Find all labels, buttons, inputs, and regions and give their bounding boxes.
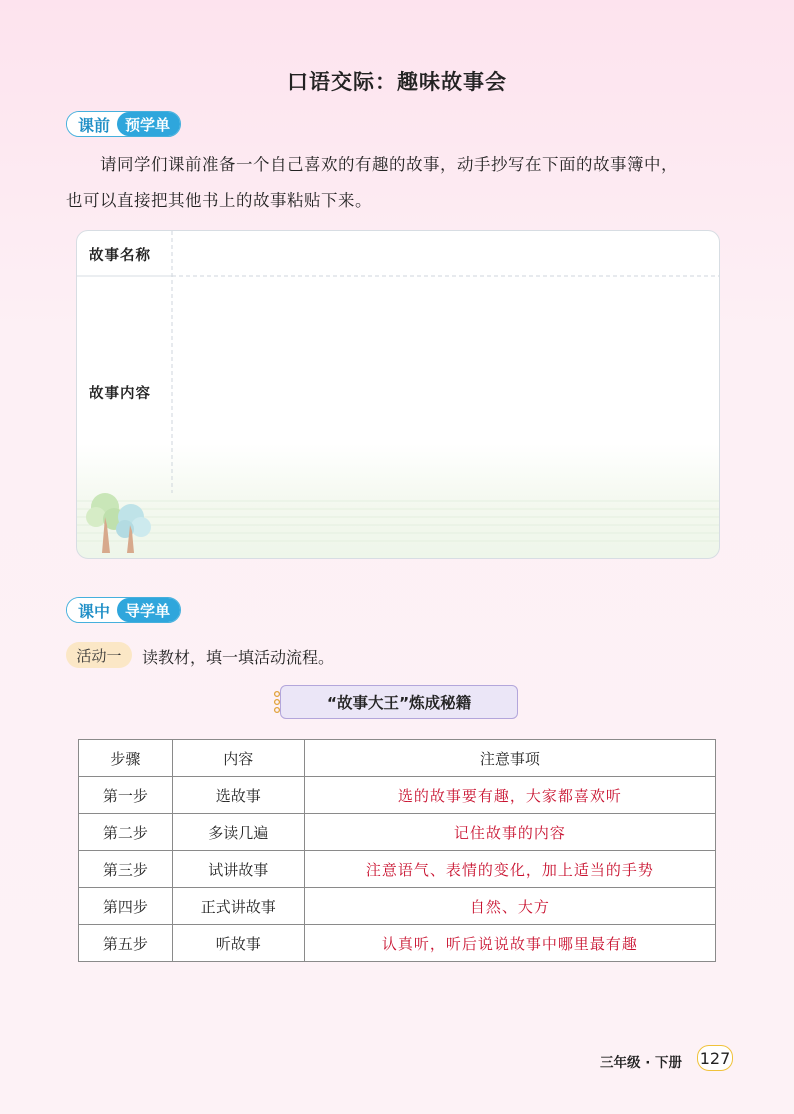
- content-cell: 试讲故事: [172, 851, 304, 888]
- header-step: 步骤: [79, 740, 173, 777]
- story-name-label: 故事名称: [89, 248, 151, 264]
- header-notes: 注意事项: [304, 740, 715, 777]
- content-cell: 正式讲故事: [172, 888, 304, 925]
- table-row: [79, 814, 716, 851]
- tree-illustration: [83, 487, 159, 557]
- content-cell: 多读几遍: [172, 814, 304, 851]
- note-cell: 自然、大方: [304, 888, 715, 925]
- step-cell: 第五步: [79, 925, 173, 962]
- page-title: 口语交际：趣味故事会: [287, 70, 507, 94]
- story-book-box: [76, 230, 720, 559]
- content-cell: 选故事: [172, 777, 304, 814]
- steps-table: [78, 739, 716, 962]
- table-row: [79, 888, 716, 925]
- note-cell: 记住故事的内容: [304, 814, 715, 851]
- content-cell: 听故事: [172, 925, 304, 962]
- in-class-badge: [66, 597, 181, 623]
- step-cell: 第二步: [79, 814, 173, 851]
- table-row: [79, 851, 716, 888]
- table-header-row: [79, 740, 716, 777]
- page-number: 127: [697, 1045, 733, 1071]
- pre-class-badge-left: 课前: [67, 112, 117, 136]
- instruction-line-1: 请同学们课前准备一个自己喜欢的有趣的故事，动手抄写在下面的故事簿中，: [100, 155, 678, 174]
- story-content-label: 故事内容: [89, 386, 151, 402]
- guide-title: “故事大王”炼成秘籍: [280, 685, 518, 719]
- note-cell: 选的故事要有趣，大家都喜欢听: [304, 777, 715, 814]
- step-cell: 第三步: [79, 851, 173, 888]
- activity-text: 读教材，填一填活动流程。: [142, 648, 335, 667]
- pre-class-badge: [66, 111, 181, 137]
- grade-label: 三年级 · 下册: [600, 1055, 683, 1071]
- in-class-badge-left: 课中: [67, 598, 117, 622]
- pre-class-badge-right: 预学单: [117, 112, 180, 136]
- instruction-line-2: 也可以直接把其他书上的故事粘贴下来。: [66, 191, 372, 210]
- story-content-field[interactable]: [177, 283, 707, 483]
- table-row: [79, 925, 716, 962]
- header-content: 内容: [172, 740, 304, 777]
- story-name-field[interactable]: [177, 239, 707, 269]
- in-class-badge-right: 导学单: [117, 598, 180, 622]
- note-cell: 认真听，听后说说故事中哪里最有趣: [304, 925, 715, 962]
- table-row: [79, 777, 716, 814]
- note-cell: 注意语气、表情的变化，加上适当的手势: [304, 851, 715, 888]
- step-cell: 第一步: [79, 777, 173, 814]
- step-cell: 第四步: [79, 888, 173, 925]
- activity-label: 活动一: [66, 642, 132, 668]
